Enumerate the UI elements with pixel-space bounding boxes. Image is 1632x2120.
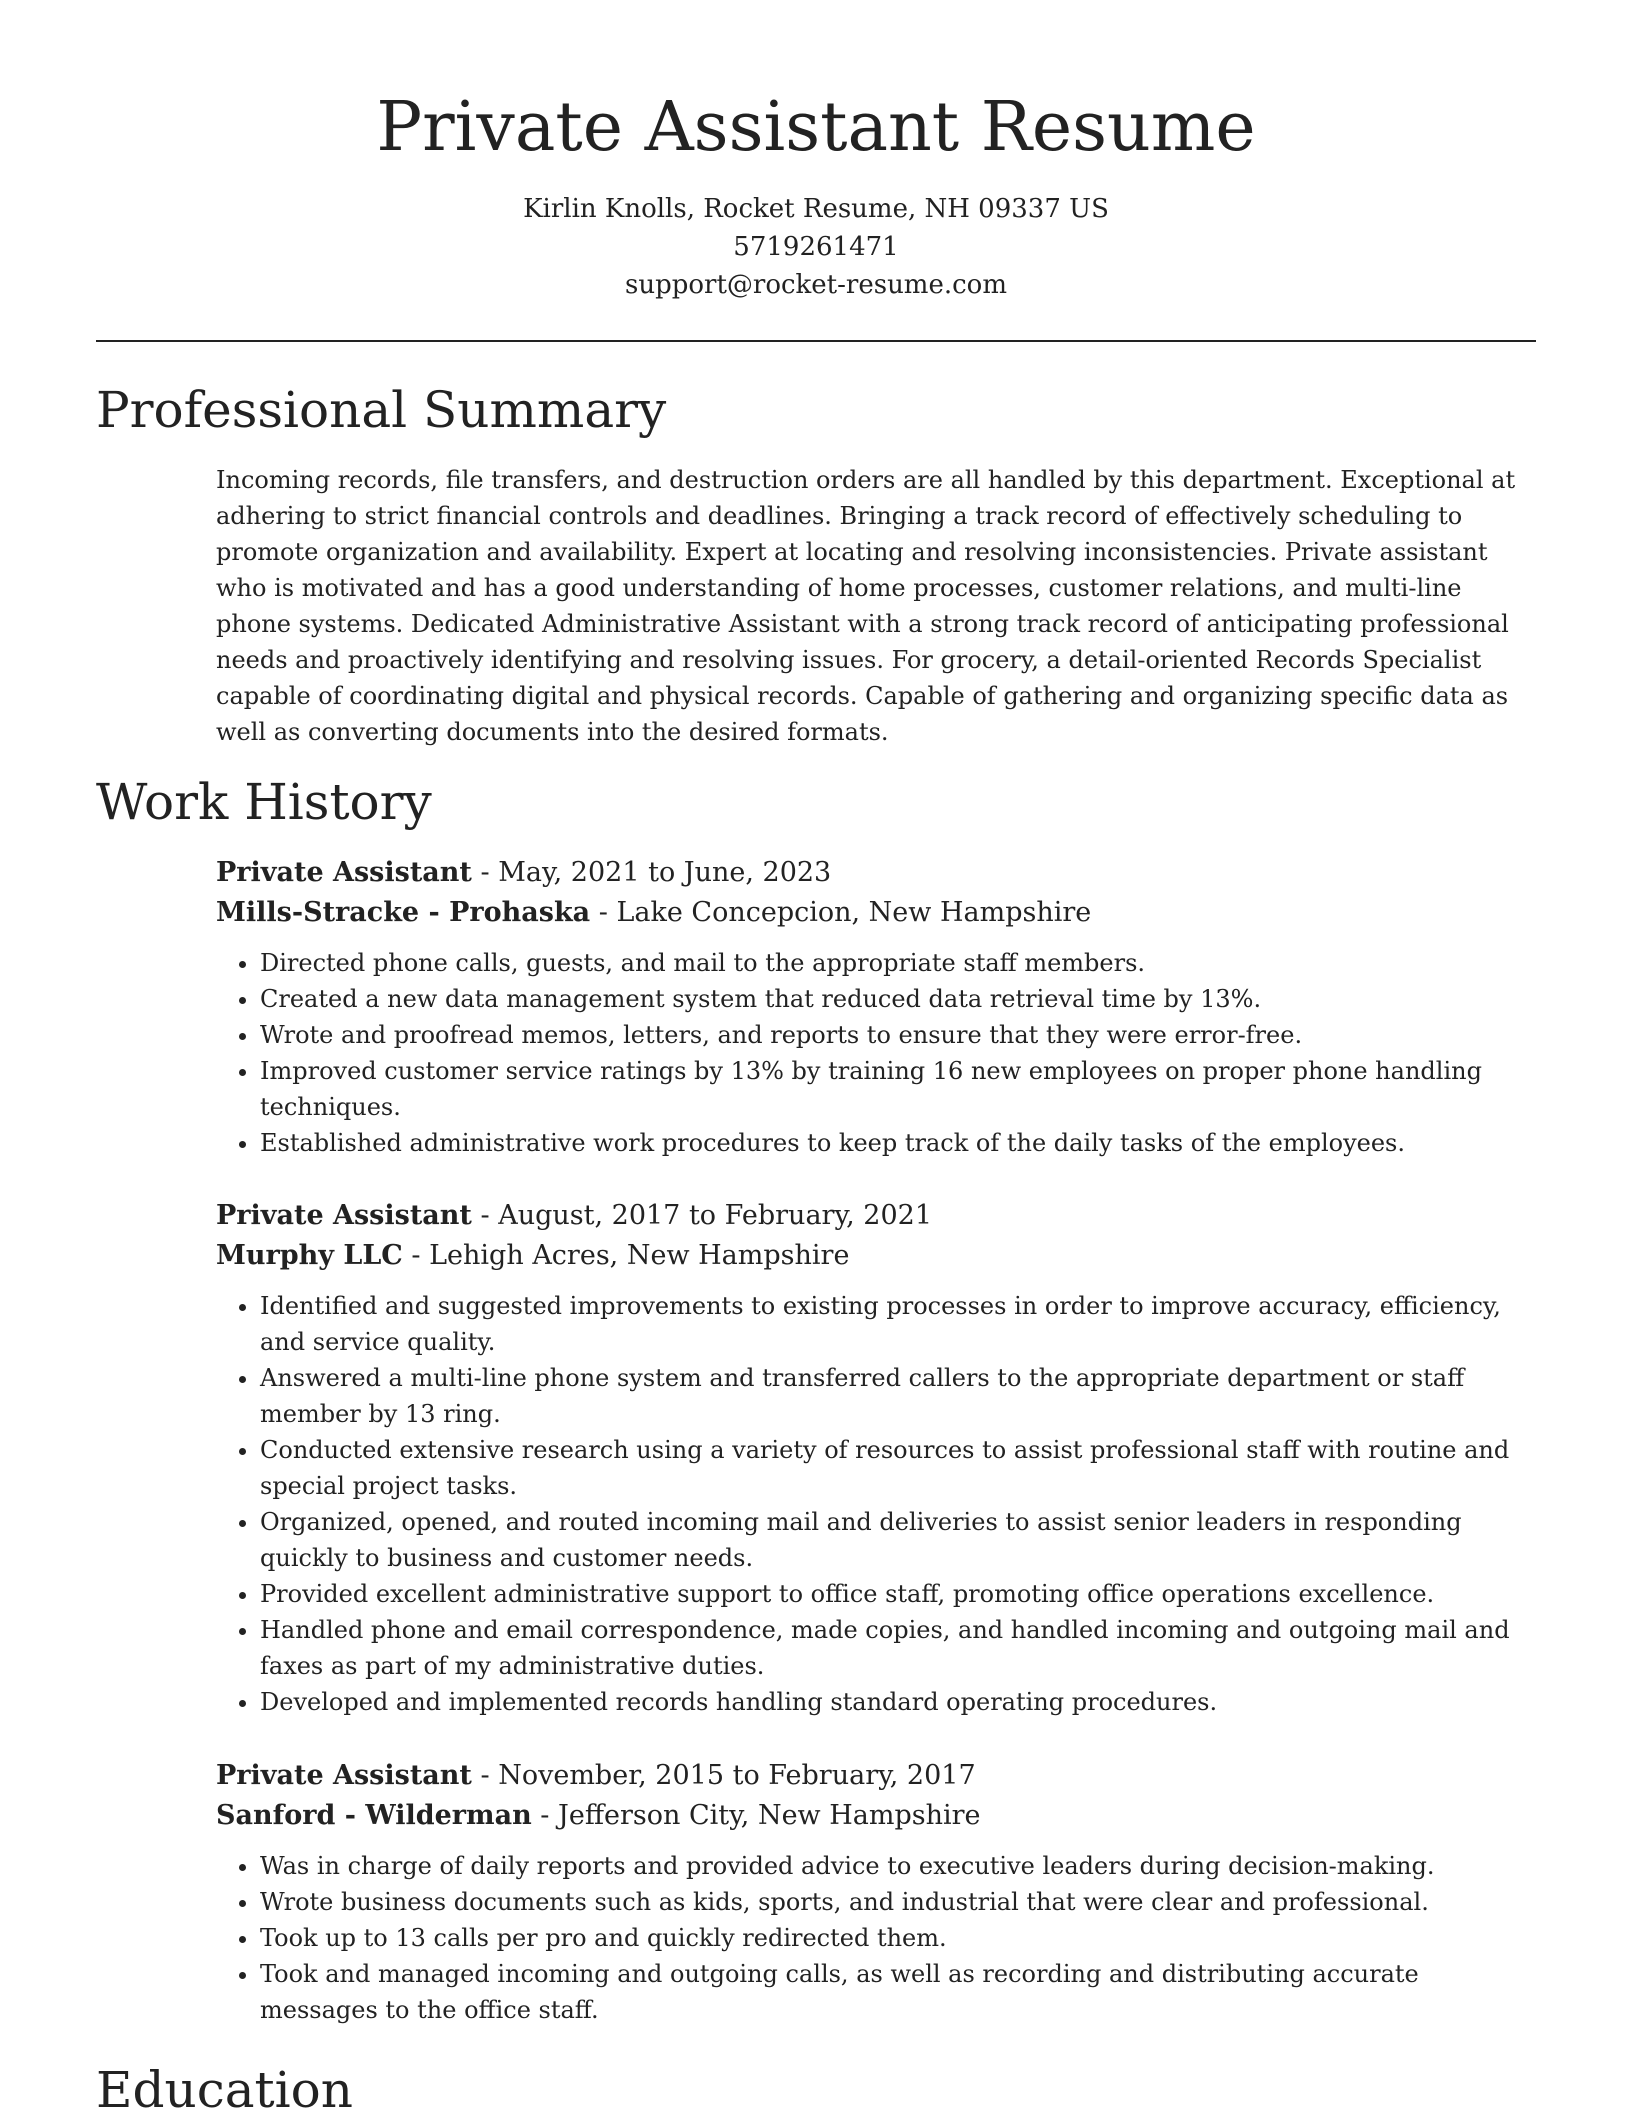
contact-email: support@rocket-resume.com [624,270,1007,300]
job-dates-separator: - [480,1200,499,1231]
job-title-line [216,853,1536,893]
job-entry [216,1756,1536,2028]
job-bullet: • Answered a multi-line phone system and transferred callers to the appropriate department or staff member by 13 ring. [260,1360,1536,1432]
contact-address: Kirlin Knolls, Rocket Resume, NH 09337 US [523,194,1109,224]
job-bullet: • Took and managed incoming and outgoing calls, as well as recording and distributing accurate messages to the office staff. [260,1956,1536,2028]
job-title: Private Assistant [216,1760,472,1791]
job-bullet: • Established administrative work procedures to keep track of the daily tasks of the employees. [260,1125,1536,1161]
job-bullet: • Wrote and proofread memos, letters, and reports to ensure that they were error-free. [260,1017,1536,1053]
job-bullet: • Wrote business documents such as kids, sports, and industrial that were clear and professional. [260,1884,1536,1920]
job-company: Sanford - Wilderman [216,1800,532,1831]
job-dates: May, 2021 to June, 2023 [498,857,832,888]
job-location: Lake Concepcion, New Hampshire [616,897,1092,928]
job-company-line [216,1236,1536,1276]
job-location-separator: - [598,897,617,928]
job-entry [216,853,1536,1161]
summary-heading: Professional Summary [96,381,667,439]
resume-title: Private Assistant Resume [376,88,1256,167]
job-company-line [216,1796,1536,1836]
job-company: Mills-Stracke - Prohaska [216,897,591,928]
education-heading: Education [96,2061,353,2119]
job-bullet: • Identified and suggested improvements to existing processes in order to improve accuracy, efficiency, and service quality. [260,1288,1536,1360]
job-bullet: • Provided excellent administrative support to office staff, promoting office operations excellence. [260,1576,1536,1612]
job-bullet: • Organized, opened, and routed incoming mail and deliveries to assist senior leaders in responding quickly to business and customer needs. [260,1504,1536,1576]
job-bullet: • Directed phone calls, guests, and mail to the appropriate staff members. [260,945,1536,981]
job-location: Jefferson City, New Hampshire [558,1800,981,1831]
header-divider [96,340,1536,342]
job-bullet: • Created a new data management system that reduced data retrieval time by 13%. [260,981,1536,1017]
job-company-line [216,893,1536,933]
job-entry [216,1196,1536,1720]
contact-block [96,190,1536,304]
job-bullet: • Handled phone and email correspondence, made copies, and handled incoming and outgoing mail and faxes as part of my administrative duties. [260,1612,1536,1684]
contact-phone: 5719261471 [733,232,899,262]
job-bullets [216,1848,1536,2028]
job-dates-separator: - [480,857,499,888]
work-history-heading: Work History [96,773,432,831]
job-location-separator: - [540,1800,559,1831]
job-bullets [216,945,1536,1161]
job-bullets [216,1288,1536,1720]
job-title: Private Assistant [216,857,472,888]
job-bullet: • Developed and implemented records handling standard operating procedures. [260,1684,1536,1720]
job-dates-separator: - [480,1760,499,1791]
summary-paragraph: Incoming records, file transfers, and destruction orders are all handled by this department. Exceptional at adhering to strict financial controls and deadlines. Bringing a track record of effectively scheduling to promote organization and availability. Expert at locating and resolving inconsistencies. Private assistant who is motivated and has a good understanding of home processes, customer relations, and multi-line phone systems. Dedicated Administrative Assistant with a strong track record of anticipating professional needs and proactively identifying and resolving issues. For grocery, a detail-oriented Records Specialist capable of coordinating digital and physical records. Capable of gathering and organizing specific data as well as converting documents into the desired formats. [216,466,1516,746]
job-company: Murphy LLC [216,1240,403,1271]
job-title-line [216,1196,1536,1236]
job-title: Private Assistant [216,1200,472,1231]
job-title-line [216,1756,1536,1796]
job-bullet: • Took up to 13 calls per pro and quickly redirected them. [260,1920,1536,1956]
job-bullet: • Conducted extensive research using a variety of resources to assist professional staff with routine and special project tasks. [260,1432,1536,1504]
job-bullet: • Improved customer service ratings by 13% by training 16 new employees on proper phone handling techniques. [260,1053,1536,1125]
job-dates: August, 2017 to February, 2021 [498,1200,932,1231]
job-dates: November, 2015 to February, 2017 [498,1760,976,1791]
job-location-separator: - [411,1240,430,1271]
job-bullet: • Was in charge of daily reports and provided advice to executive leaders during decision-making. [260,1848,1536,1884]
job-location: Lehigh Acres, New Hampshire [429,1240,850,1271]
